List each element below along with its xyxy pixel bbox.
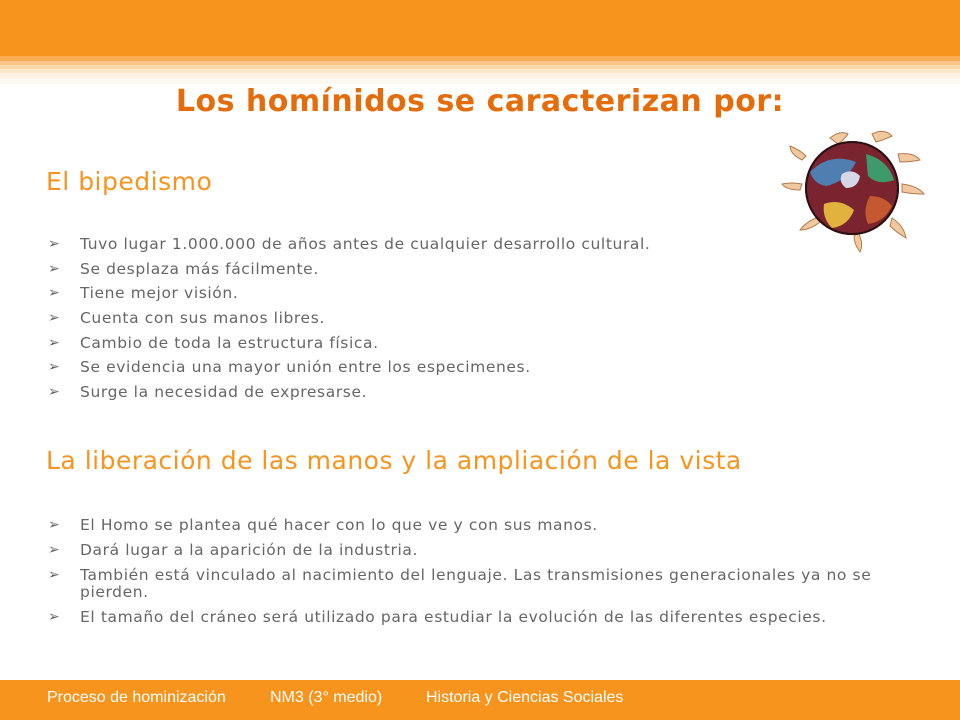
arrowhead-bullet-icon: ➢ (48, 517, 61, 533)
list-item: ➢ Se desplaza más fácilmente. (48, 259, 319, 278)
globe-with-hands-illustration (780, 124, 930, 254)
list-item: ➢ También está vinculado al nacimiento del lenguaje. Las transmisiones generacionales ya no se pierden. (48, 566, 872, 601)
arrowhead-bullet-icon: ➢ (48, 236, 61, 252)
list-item: ➢ El tamaño del cráneo será utilizado para estudiar la evolución de las diferentes especies. (48, 608, 827, 626)
list-item: ➢ Dará lugar a la aparición de la industria. (48, 541, 419, 559)
section-heading-bipedism: El bipedismo (46, 167, 213, 196)
arrowhead-bullet-icon: ➢ (48, 567, 61, 583)
arrowhead-bullet-icon: ➢ (48, 260, 61, 277)
list-item: ➢ Tuvo lugar 1.000.000 de años antes de cualquier desarrollo cultural. (48, 235, 651, 253)
list-item: ➢ El Homo se plantea qué hacer con lo que ve y con sus manos. (48, 516, 598, 534)
section-heading-hands-vision: La liberación de las manos y la ampliación de la vista (46, 446, 742, 475)
slide-title: Los homínidos se caracterizan por: (175, 84, 785, 119)
hands-vision-bullet-list (46, 517, 896, 634)
list-item: ➢ Se evidencia una mayor unión entre los especimenes. (48, 358, 531, 377)
footer-course: Proceso de hominización (47, 689, 226, 706)
list-item: ➢ Cambio de toda la estructura física. (48, 333, 379, 352)
arrowhead-bullet-icon: ➢ (48, 285, 61, 302)
arrowhead-bullet-icon: ➢ (48, 359, 61, 376)
arrowhead-bullet-icon: ➢ (48, 310, 61, 327)
arrowhead-bullet-icon: ➢ (48, 609, 61, 625)
list-item: ➢ Surge la necesidad de expresarse. (48, 383, 368, 402)
top-banner (0, 0, 960, 56)
arrowhead-bullet-icon: ➢ (48, 384, 61, 401)
list-item: ➢ Tiene mejor visión. (48, 284, 239, 303)
bipedism-bullet-list (46, 236, 896, 409)
arrowhead-bullet-icon: ➢ (48, 334, 61, 351)
footer-level: NM3 (3° medio) (270, 689, 383, 706)
list-item: ➢ Cuenta con sus manos libres. (48, 309, 325, 328)
arrowhead-bullet-icon: ➢ (48, 542, 61, 558)
footer-bar (0, 680, 960, 720)
footer-subject: Historia y Ciencias Sociales (426, 689, 624, 706)
